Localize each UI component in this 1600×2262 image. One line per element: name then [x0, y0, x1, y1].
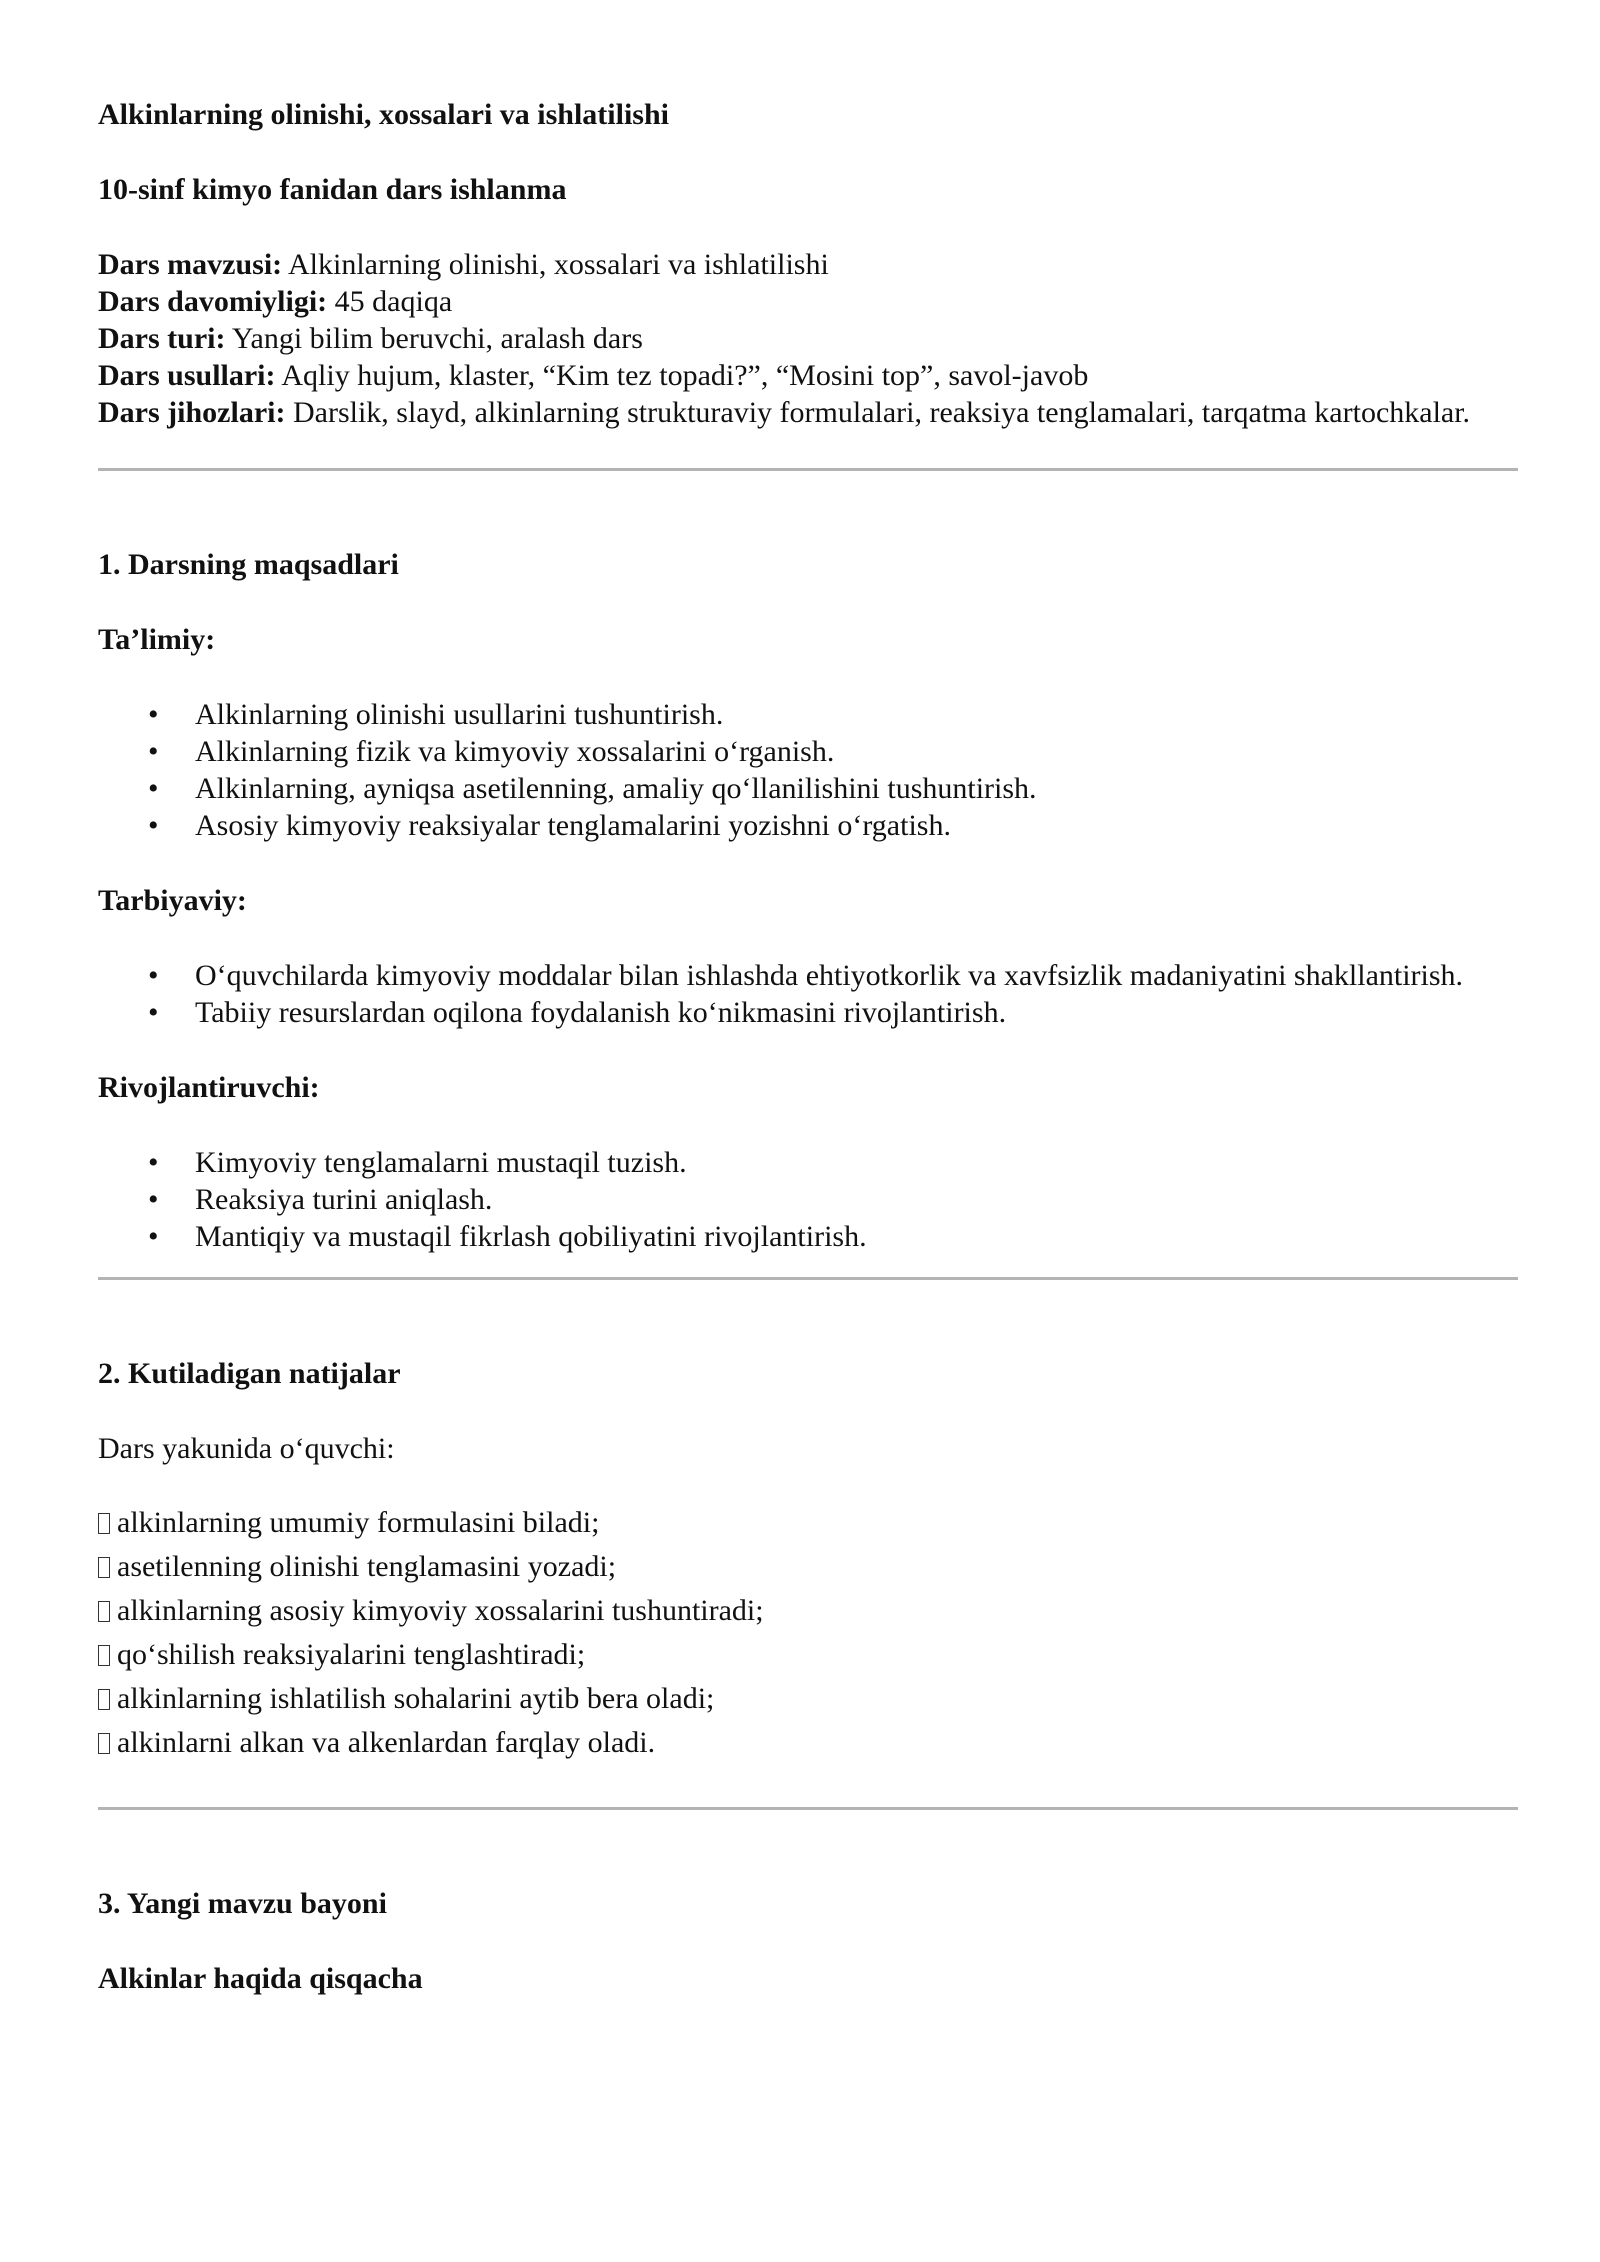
list-item: • Tabiiy resurslardan oqilona foydalanish ko‘nikmasini rivojlantirish. — [195, 994, 1518, 1031]
tarbiyaviy-list — [98, 957, 1518, 1031]
meta-value: Yangi bilim beruvchi, aralash dars — [225, 322, 643, 355]
results-list — [98, 1501, 1518, 1765]
list-item — [98, 1545, 1518, 1589]
document-subtitle: 10-sinf kimyo fanidan dars ishlanma — [98, 173, 567, 206]
list-item — [98, 1633, 1518, 1677]
talimiy-list — [98, 696, 1518, 844]
missing-glyph-icon — [98, 1601, 110, 1622]
missing-glyph-icon — [98, 1645, 110, 1666]
list-item: • O‘quvchilarda kimyoviy moddalar bilan ishlashda ehtiyotkorlik va xavfsizlik madaniyatini shakllantirish. — [195, 957, 1518, 994]
talimiy-heading: Ta’limiy: — [98, 623, 216, 656]
section3-heading: 3. Yangi mavzu bayoni — [98, 1887, 387, 1920]
meta-equipment — [98, 394, 1518, 431]
section2-heading: 2. Kutiladigan natijalar — [98, 1357, 401, 1390]
meta-topic — [98, 246, 1518, 283]
meta-label: Dars mavzusi: — [98, 248, 283, 281]
rivojlantiruvchi-heading: Rivojlantiruvchi: — [98, 1071, 320, 1104]
rivojlantiruvchi-list — [98, 1144, 1518, 1255]
list-item — [98, 1677, 1518, 1721]
section3-subheading: Alkinlar haqida qisqacha — [98, 1962, 423, 1995]
list-item: • Reaksiya turini aniqlash. — [195, 1181, 1518, 1218]
list-item: • Mantiqiy va mustaqil fikrlash qobiliyatini rivojlantirish. — [195, 1218, 1518, 1255]
list-item — [98, 1589, 1518, 1633]
meta-value: Darslik, slayd, alkinlarning strukturaviy formulalari, reaksiya tenglamalari, tarqatma kartochkalar. — [285, 396, 1471, 429]
meta-value: Aqliy hujum, klaster, “Kim tez topadi?”, “Mosini top”, savol-javob — [275, 359, 1089, 392]
meta-duration — [98, 283, 1518, 320]
document-page — [98, 96, 1518, 1997]
tarbiyaviy-heading: Tarbiyaviy: — [98, 884, 247, 917]
list-item: • Asosiy kimyoviy reaksiyalar tenglamalarini yozishni o‘rgatish. — [195, 807, 1518, 844]
meta-value: 45 daqiqa — [327, 285, 453, 318]
result-text: qo‘shilish reaksiyalarini tenglashtiradi; — [117, 1638, 586, 1671]
missing-glyph-icon — [98, 1689, 110, 1710]
result-text: asetilenning olinishi tenglamasini yozadi; — [117, 1550, 617, 1583]
meta-label: Dars jihozlari: — [98, 396, 286, 429]
list-item: • Kimyoviy tenglamalarni mustaqil tuzish. — [195, 1144, 1518, 1181]
results-intro: Dars yakunida o‘quvchi: — [98, 1432, 395, 1465]
meta-label: Dars davomiyligi: — [98, 285, 328, 318]
missing-glyph-icon — [98, 1733, 110, 1754]
document-title: Alkinlarning olinishi, xossalari va ishlatilishi — [98, 98, 669, 131]
list-item: • Alkinlarning, ayniqsa asetilenning, amaliy qo‘llanilishini tushuntirish. — [195, 770, 1518, 807]
meta-methods — [98, 357, 1518, 394]
result-text: alkinlarning ishlatilish sohalarini aytib bera oladi; — [117, 1682, 715, 1715]
missing-glyph-icon — [98, 1557, 110, 1578]
list-item — [98, 1501, 1518, 1545]
list-item: • Alkinlarning olinishi usullarini tushuntirish. — [195, 696, 1518, 733]
meta-label: Dars turi: — [98, 322, 226, 355]
meta-value: Alkinlarning olinishi, xossalari va ishlatilishi — [282, 248, 829, 281]
result-text: alkinlarni alkan va alkenlardan farqlay oladi. — [117, 1726, 656, 1759]
section-divider — [98, 1807, 1518, 1810]
meta-type — [98, 320, 1518, 357]
result-text: alkinlarning asosiy kimyoviy xossalarini tushuntiradi; — [117, 1594, 764, 1627]
list-item — [98, 1721, 1518, 1765]
lesson-meta — [98, 246, 1518, 431]
section-divider — [98, 468, 1518, 471]
meta-label: Dars usullari: — [98, 359, 276, 392]
result-text: alkinlarning umumiy formulasini biladi; — [117, 1506, 600, 1539]
missing-glyph-icon — [98, 1513, 110, 1534]
section-divider — [98, 1277, 1518, 1280]
section1-heading: 1. Darsning maqsadlari — [98, 548, 399, 581]
list-item: • Alkinlarning fizik va kimyoviy xossalarini o‘rganish. — [195, 733, 1518, 770]
